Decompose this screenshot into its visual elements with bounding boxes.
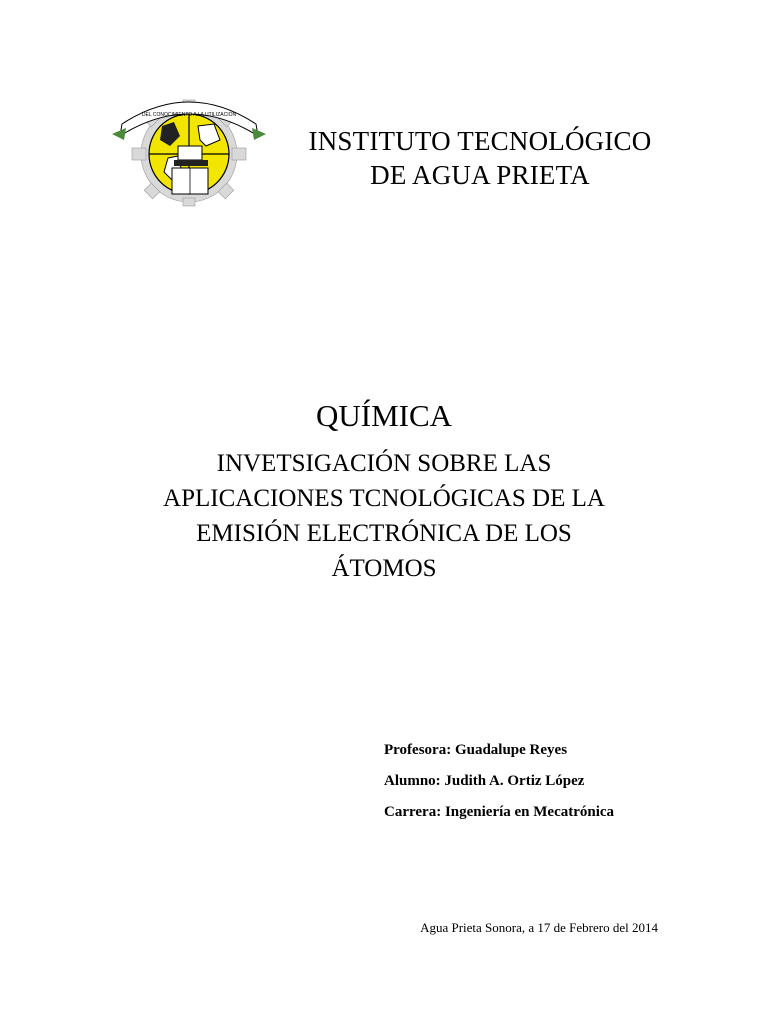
institute-name-line2: DE AGUA PRIETA xyxy=(370,160,590,190)
subject-title: QUÍMICA xyxy=(315,398,453,433)
topic-title xyxy=(100,446,668,586)
topic-line: APLICACIONES TCNOLÓGICAS DE LA xyxy=(163,485,605,512)
career-line: Carrera: Ingeniería en Mecatrónica xyxy=(384,804,615,820)
student-line: Alumno: Judith A. Ortiz López xyxy=(384,773,585,789)
credits-block xyxy=(384,735,614,828)
logo-motto: DEL CONOCIMIENTO A LA UTILIZACIÓN xyxy=(141,112,237,118)
institute-name xyxy=(270,124,690,192)
place-date: Agua Prieta Sonora, a 17 de Febrero del 2014 xyxy=(420,920,658,935)
institute-name-line1: INSTITUTO TECNOLÓGICO xyxy=(308,126,652,156)
topic-line: ÁTOMOS xyxy=(331,555,437,582)
topic-line: INVETSIGACIÓN SOBRE LAS xyxy=(216,450,552,477)
topic-line: EMISIÓN ELECTRÓNICA DE LOS xyxy=(196,520,572,547)
institute-logo xyxy=(108,96,270,208)
professor-line: Profesora: Guadalupe Reyes xyxy=(384,742,568,758)
